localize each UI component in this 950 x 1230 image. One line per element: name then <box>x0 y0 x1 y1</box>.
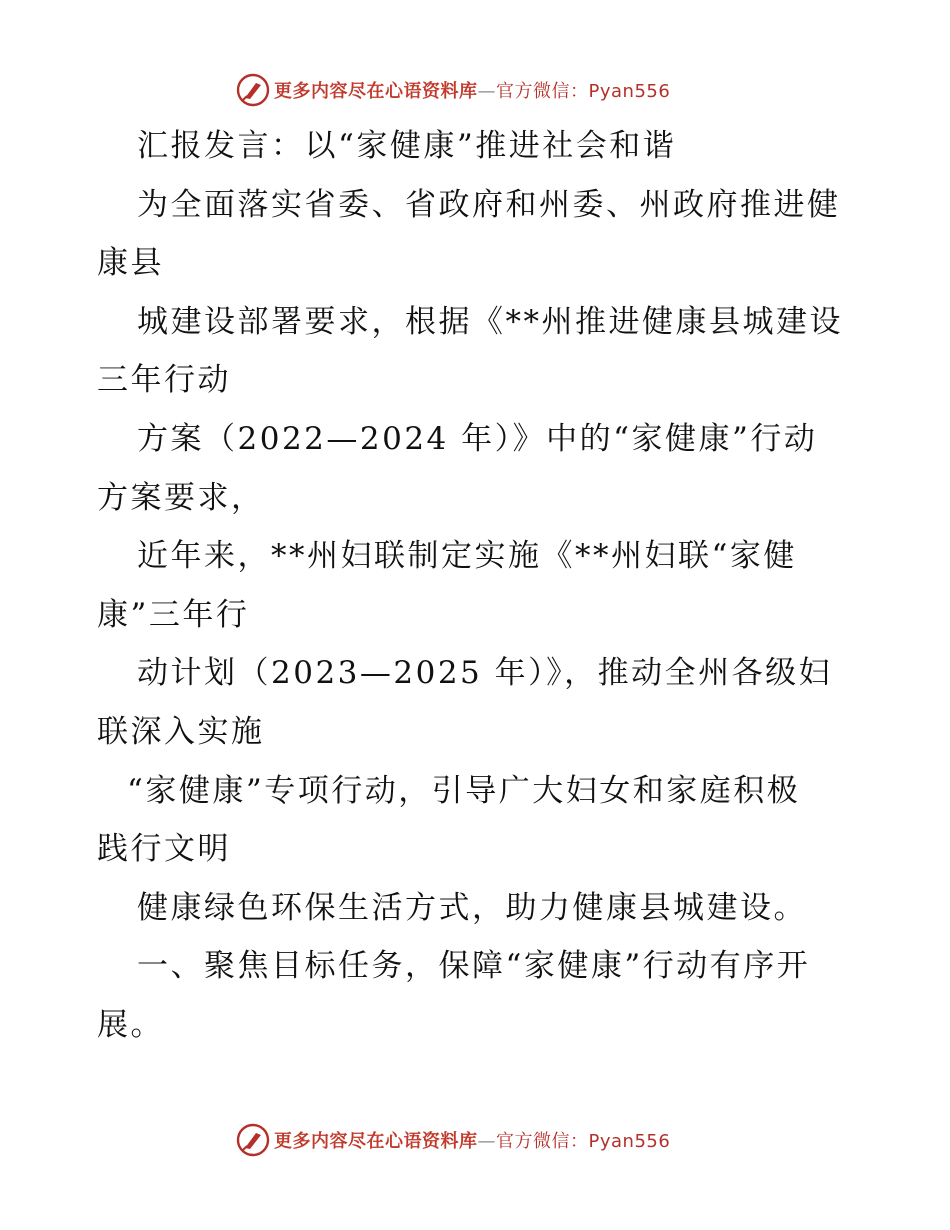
header-dash: — <box>477 81 496 102</box>
document-line: 展。 <box>97 1006 164 1043</box>
footer-dash: — <box>477 1131 496 1152</box>
header-contact: 官方微信：Pyan556 <box>496 81 671 102</box>
header-brand: 更多内容尽在心语资料库 <box>274 81 478 102</box>
document-line: 康”三年行 <box>97 596 250 633</box>
document-line: 为全面落实省委、省政府和州委、州政府推进健 <box>137 186 841 223</box>
footer-contact: 官方微信：Pyan556 <box>496 1131 671 1152</box>
document-line: 动计划（2023—2025 年）》，推动全州各级妇 <box>137 655 833 692</box>
footer-brand: 更多内容尽在心语资料库 <box>274 1131 478 1152</box>
document-line: 践行文明 <box>97 831 231 868</box>
document-line: “家健康”专项行动，引导广大妇女和家庭积极 <box>127 772 801 809</box>
section-heading: 一、聚焦目标任务，保障“家健康”行动有序开 <box>137 948 811 985</box>
header-banner <box>236 72 716 108</box>
document-line: 方案（2022—2024 年）》中的“家健康”行动 <box>137 420 818 457</box>
footer-banner <box>236 1122 716 1158</box>
document-line: 方案要求， <box>97 479 265 516</box>
document-line: 健康绿色环保生活方式，助力健康县城建设。 <box>137 889 807 926</box>
document-line: 康县 <box>97 245 164 282</box>
quill-logo-icon <box>236 73 270 107</box>
document-title: 汇报发言：以“家健康”推进社会和谐 <box>137 128 677 164</box>
document-line: 近年来，**州妇联制定实施《**州妇联“家健 <box>137 538 797 575</box>
document-body <box>97 117 857 1055</box>
document-line: 三年行动 <box>97 362 231 399</box>
document-line: 联深入实施 <box>97 713 265 750</box>
header-banner-text <box>274 77 670 103</box>
footer-banner-text <box>274 1127 670 1153</box>
document-line: 城建设部署要求，根据《**州推进健康县城建设 <box>137 303 843 340</box>
quill-logo-icon <box>236 1123 270 1157</box>
